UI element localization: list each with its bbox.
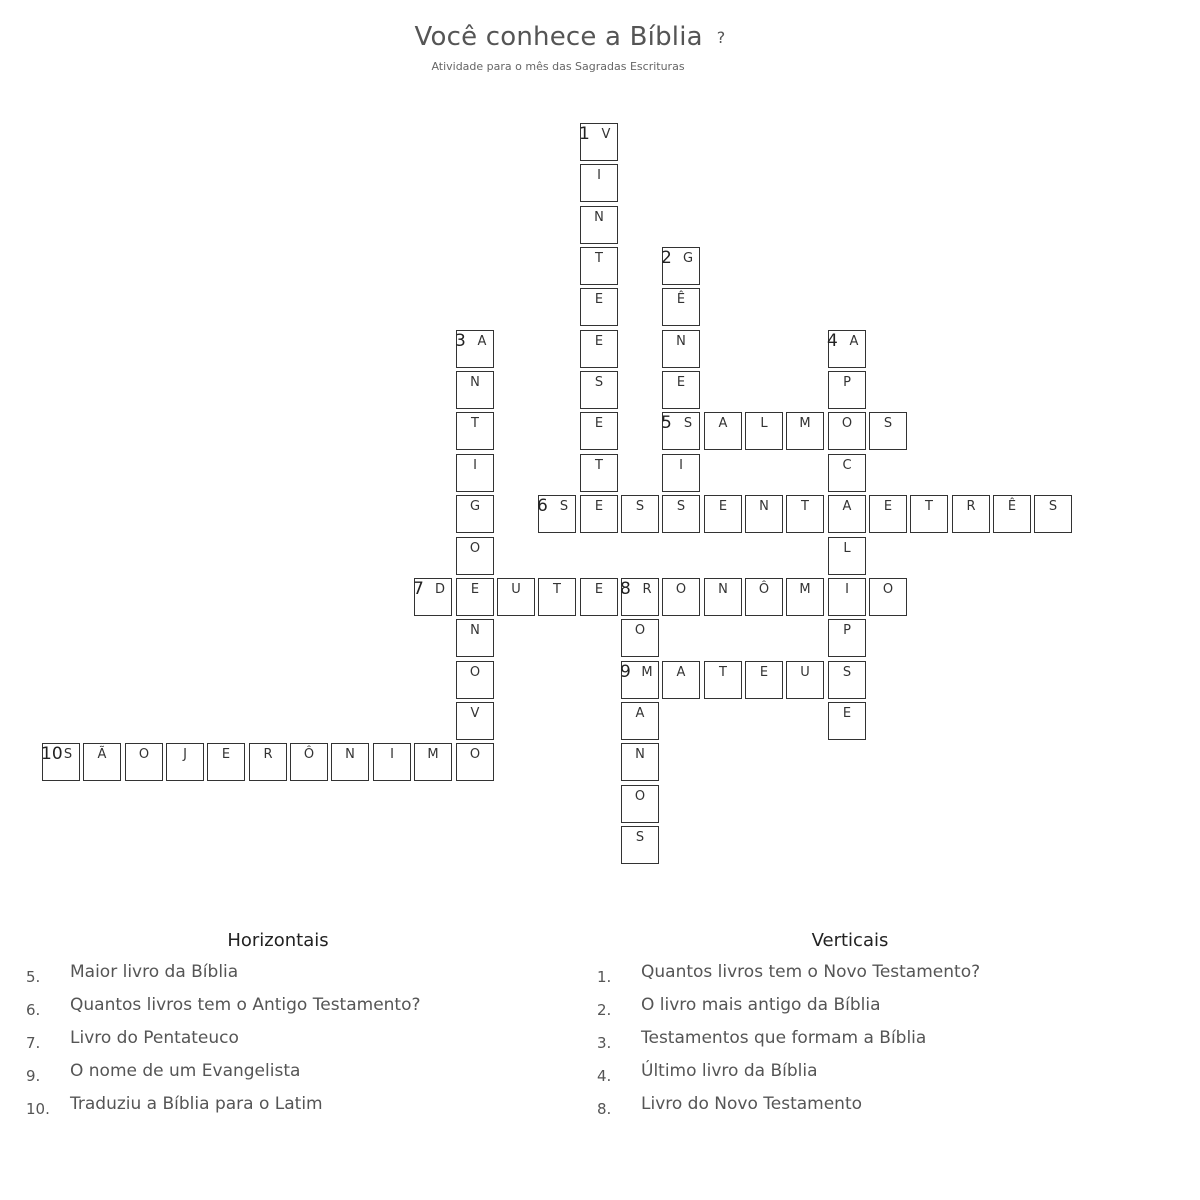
cell-letter: E [594,582,604,597]
crossword-cell[interactable] [456,412,494,450]
cell-letter: O [882,582,894,597]
crossword-cell[interactable] [580,454,618,492]
cell-letter: T [471,416,479,431]
cell-letter: R [263,747,273,762]
cell-letter: C [842,458,852,473]
clue-item-number: 9. [26,1067,41,1085]
clue-item-text: Quantos livros tem o Novo Testamento? [641,962,981,982]
cell-letter: D [434,582,445,597]
crossword-cell[interactable] [828,702,866,740]
crossword-cell[interactable] [952,495,990,533]
crossword-cell[interactable] [704,412,742,450]
crossword-cell[interactable] [456,371,494,409]
cell-letter: I [390,747,394,762]
cell-letter: G [682,251,694,266]
clue-item-text: O nome de um Evangelista [70,1061,301,1081]
crossword-cell[interactable] [828,578,866,616]
crossword-cell[interactable] [621,495,659,533]
cell-letter: N [676,334,686,349]
cell-letter: A [635,706,645,721]
crossword-cell[interactable] [828,454,866,492]
clue-item-number: 6. [26,1001,41,1019]
crossword-cell[interactable] [456,495,494,533]
page-title-mark: ? [716,28,726,47]
cell-letter: R [642,582,652,597]
cell-letter: E [470,582,480,597]
crossword-cell[interactable] [414,743,452,781]
crossword-cell[interactable] [828,661,866,699]
cell-letter: E [594,292,604,307]
crossword-cell[interactable] [580,123,618,161]
cell-letter: O [841,416,853,431]
crossword-cell[interactable] [621,619,659,657]
cell-letter: E [594,416,604,431]
crossword-cell[interactable] [704,578,742,616]
cell-letter: O [634,789,646,804]
cell-letter: N [345,747,355,762]
cell-letter: S [635,830,645,845]
clue-item-text: Quantos livros tem o Antigo Testamento? [70,995,421,1015]
crossword-cell[interactable] [125,743,163,781]
cell-letter: T [595,458,603,473]
clue-item-text: Maior livro da Bíblia [70,962,239,982]
clue-item-number: 1. [597,968,612,986]
cell-letter: A [849,334,859,349]
crossword-cell[interactable] [662,371,700,409]
crossword-cell[interactable] [828,495,866,533]
cell-letter: N [594,210,604,225]
crossword-cell[interactable] [580,412,618,450]
crossword-cell[interactable] [621,661,659,699]
cell-letter: N [470,623,480,638]
cell-letter: Ê [676,292,686,307]
cell-letter: V [601,127,611,142]
clue-number: 1 [579,124,590,144]
crossword-cell[interactable] [828,619,866,657]
crossword-cell[interactable] [745,578,783,616]
crossword-cell[interactable] [662,495,700,533]
cell-letter: T [719,665,727,680]
crossword-cell[interactable] [456,702,494,740]
cell-letter: O [138,747,150,762]
cell-letter: A [676,665,686,680]
crossword-cell[interactable] [662,330,700,368]
cell-letter: M [799,416,811,431]
crossword-cell[interactable] [993,495,1031,533]
crossword-cell[interactable] [456,619,494,657]
cell-letter: E [221,747,231,762]
cell-letter: A [477,334,487,349]
crossword-cell[interactable] [745,412,783,450]
crossword-cell[interactable] [786,578,824,616]
crossword-cell[interactable] [456,330,494,368]
crossword-cell[interactable] [538,578,576,616]
clue-item-number: 2. [597,1001,612,1019]
cell-letter: Ô [758,582,770,597]
crossword-cell[interactable] [456,661,494,699]
crossword-cell[interactable] [828,537,866,575]
cell-letter: A [842,499,852,514]
clue-item-number: 8. [597,1100,612,1118]
cell-letter: O [469,747,481,762]
cell-letter: Ã [97,747,107,762]
cell-letter: I [597,168,601,183]
clue-number: 10 [41,744,63,764]
cell-letter: N [718,582,728,597]
cell-letter: S [1048,499,1058,514]
clue-item-text: Testamentos que formam a Bíblia [641,1028,927,1048]
crossword-cell[interactable] [662,288,700,326]
page-title-text: Você conhece a Bíblia [414,22,703,52]
cell-letter: E [883,499,893,514]
cell-letter: I [679,458,683,473]
cell-letter: S [559,499,569,514]
crossword-cell[interactable] [869,578,907,616]
cell-letter: N [759,499,769,514]
crossword-cell[interactable] [662,661,700,699]
crossword-cell[interactable] [456,537,494,575]
clue-number: 3 [455,331,466,351]
cell-letter: E [718,499,728,514]
crossword-cell[interactable] [290,743,328,781]
clue-item-number: 7. [26,1034,41,1052]
crossword-cell[interactable] [621,702,659,740]
cell-letter: U [800,665,810,680]
crossword-cell[interactable] [828,412,866,450]
clue-item-text: Livro do Novo Testamento [641,1094,863,1114]
cell-letter: M [427,747,439,762]
crossword-cell[interactable] [786,412,824,450]
cell-letter: S [683,416,693,431]
crossword-cell[interactable] [662,578,700,616]
cell-letter: J [183,747,187,762]
crossword-cell[interactable] [786,495,824,533]
cell-letter: E [594,499,604,514]
cell-letter: O [469,541,481,556]
cell-letter: V [470,706,480,721]
cell-letter: T [925,499,933,514]
crossword-cell[interactable] [456,743,494,781]
crossword-cell[interactable] [580,288,618,326]
cell-letter: I [473,458,477,473]
crossword-cell[interactable] [207,743,245,781]
clue-item-text: O livro mais antigo da Bíblia [641,995,881,1015]
cell-letter: E [676,375,686,390]
cell-letter: L [760,416,768,431]
cell-letter: O [634,623,646,638]
crossword-cell[interactable] [869,412,907,450]
crossword-cell[interactable] [828,330,866,368]
cell-letter: O [675,582,687,597]
clue-item-number: 5. [26,968,41,986]
crossword-cell[interactable] [580,495,618,533]
cell-letter: Ê [1007,499,1017,514]
crossword-cell[interactable] [331,743,369,781]
crossword-cell[interactable] [745,495,783,533]
cell-letter: S [63,747,73,762]
cell-letter: S [594,375,604,390]
cell-letter: M [641,665,653,680]
crossword-cell[interactable] [538,495,576,533]
cell-letter: O [469,665,481,680]
crossword-cell[interactable] [662,247,700,285]
crossword-cell[interactable] [621,785,659,823]
crossword-cell[interactable] [786,661,824,699]
cell-letter: S [883,416,893,431]
clue-number: 2 [661,248,672,268]
clue-number: 5 [661,413,672,433]
crossword-cell[interactable] [373,743,411,781]
crossword-cell[interactable] [745,661,783,699]
cell-letter: T [801,499,809,514]
crossword-cell[interactable] [869,495,907,533]
crossword-cell[interactable] [580,371,618,409]
crossword-cell[interactable] [580,247,618,285]
crossword-cell[interactable] [621,743,659,781]
cell-letter: I [845,582,849,597]
cell-letter: A [718,416,728,431]
crossword-cell[interactable] [662,454,700,492]
clue-number: 8 [620,579,631,599]
cell-letter: T [553,582,561,597]
cell-letter: P [843,375,851,390]
clue-item-number: 4. [597,1067,612,1085]
crossword-cell[interactable] [621,578,659,616]
crossword-cell[interactable] [456,578,494,616]
cell-letter: T [595,251,603,266]
crossword-cell[interactable] [83,743,121,781]
crossword-cell[interactable] [580,578,618,616]
crossword-cell[interactable] [828,371,866,409]
clue-item-text: Último livro da Bíblia [641,1061,818,1081]
cell-letter: E [759,665,769,680]
crossword-cell[interactable] [42,743,80,781]
cell-letter: L [843,541,851,556]
down-heading: Verticais [811,930,889,951]
crossword-cell[interactable] [166,743,204,781]
clue-number: 9 [620,662,631,682]
clue-item-number: 3. [597,1034,612,1052]
clue-number: 7 [413,579,424,599]
page-subtitle: Atividade para o mês das Sagradas Escrituras [431,60,685,73]
crossword-cell[interactable] [414,578,452,616]
crossword-cell[interactable] [497,578,535,616]
cell-letter: N [470,375,480,390]
clue-number: 4 [827,331,838,351]
crossword-cell[interactable] [580,206,618,244]
cell-letter: G [469,499,481,514]
crossword-cell[interactable] [910,495,948,533]
cell-letter: S [842,665,852,680]
cell-letter: S [676,499,686,514]
cell-letter: E [842,706,852,721]
cell-letter: P [843,623,851,638]
clue-item-number: 10. [26,1100,50,1118]
clue-item-text: Livro do Pentateuco [70,1028,239,1048]
crossword-cell[interactable] [1034,495,1072,533]
crossword-cell[interactable] [580,164,618,202]
crossword-cell[interactable] [662,412,700,450]
cell-letter: E [594,334,604,349]
crossword-cell[interactable] [621,826,659,864]
cell-letter: Ô [303,747,315,762]
crossword-cell[interactable] [580,330,618,368]
crossword-cell[interactable] [704,661,742,699]
crossword-cell[interactable] [456,454,494,492]
cell-letter: R [966,499,976,514]
cell-letter: U [511,582,521,597]
crossword-cell[interactable] [704,495,742,533]
crossword-cell[interactable] [249,743,287,781]
cell-letter: M [799,582,811,597]
cell-letter: N [635,747,645,762]
across-heading: Horizontais [227,930,329,951]
cell-letter: S [635,499,645,514]
clue-item-text: Traduziu a Bíblia para o Latim [70,1094,323,1114]
clue-number: 6 [537,496,548,516]
